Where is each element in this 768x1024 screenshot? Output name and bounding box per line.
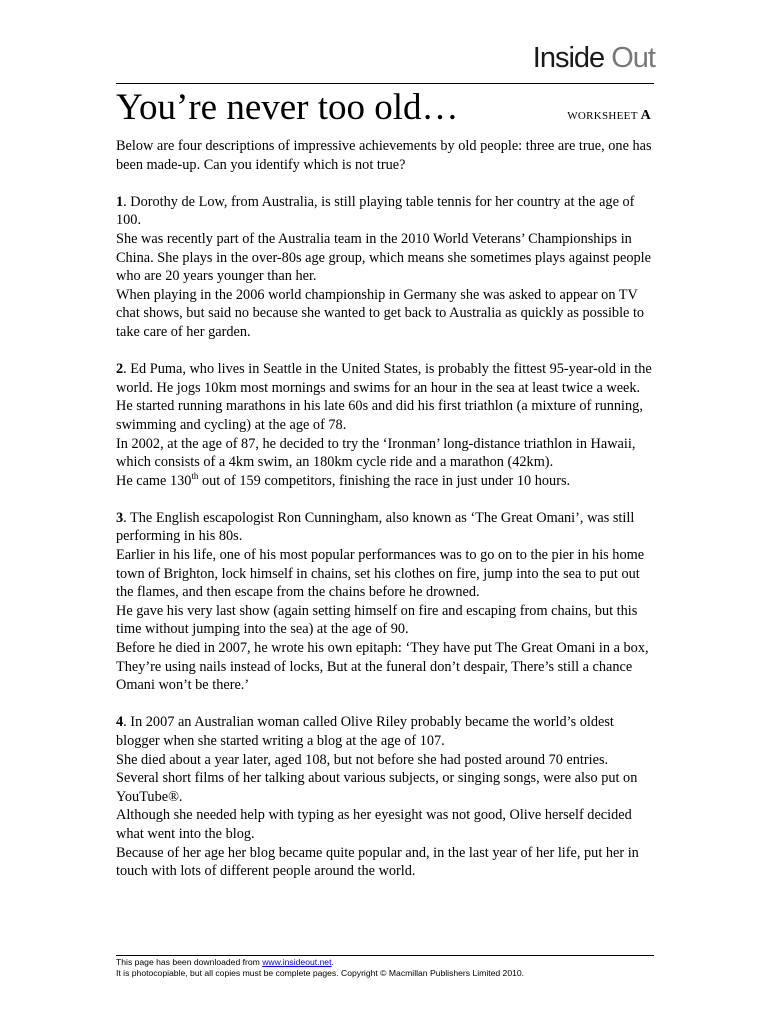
- worksheet-content: [116, 137, 656, 899]
- worksheet-letter: A: [640, 108, 651, 123]
- worksheet-word: WORKSHEET: [567, 110, 638, 122]
- brand-out: Out: [611, 42, 655, 74]
- item-1-first: . Dorothy de Low, from Australia, is still playing table tennis for her country at the age of 100.: [116, 193, 635, 229]
- item-4-line: Several short films of her talking about various subjects, or singing songs, were also put on YouTube®.: [116, 770, 638, 805]
- item-3-first: . The English escapologist Ron Cunningham, also known as ‘The Great Omani’, was still performing in his 80s.: [116, 509, 635, 545]
- header-rule: [116, 83, 654, 84]
- item-1-line: When playing in the 2006 world championship in Germany she was asked to appear on TV chat shows, but said no because she wanted to get back to Australia as quickly as possible to take care of her garden.: [116, 286, 645, 340]
- item-2-ordinal: th: [191, 470, 199, 481]
- worksheet-label: [567, 108, 651, 124]
- footer-rule: [116, 955, 654, 956]
- item-1-number: 1: [116, 193, 124, 210]
- item-2-first: . Ed Puma, who lives in Seattle in the United States, is probably the fittest 95-year-old in the world. He jogs 10km most mornings and swims for an hour in the sea at least twice a week.: [116, 361, 652, 396]
- brand-inside: Inside: [532, 42, 605, 74]
- insideout-link[interactable]: www.insideout.net: [262, 957, 332, 967]
- item-3-line: Before he died in 2007, he wrote his own epitaph: ‘They have put The Great Omani in a box, They’re using nails instead of locks, But at the funeral don’t despair, There’s still a chance Omani won’t be there.’: [116, 640, 649, 694]
- item-4-first: . In 2007 an Australian woman called Olive Riley probably became the world’s oldest blogger when she started writing a blog at the age of 107.: [116, 714, 614, 749]
- item-4-line: Because of her age her blog became quite popular and, in the last year of her life, put her in touch with lots of different people around the world.: [116, 844, 639, 880]
- item-1-line: She was recently part of the Australia team in the 2010 World Veterans’ Championships in China. She plays in the over-80s age group, which means she sometimes plays against people who are 20 years younger than her.: [116, 230, 651, 285]
- item-2: [116, 360, 656, 490]
- intro-paragraph: Below are four descriptions of impressive achievements by old people: three are true, one has been made-up. Can you identify which is not true?: [116, 138, 652, 173]
- item-2-last-after: out of 159 competitors, finishing the race in just under 10 hours.: [198, 472, 571, 489]
- brand-logo: [533, 44, 655, 73]
- item-4-line: Although she needed help with typing as her eyesight was not good, Olive herself decided what went into the blog.: [116, 807, 632, 842]
- footer-line-1: [116, 957, 524, 968]
- item-2-line: He started running marathons in his late 60s and did his first triathlon (a mixture of running, swimming and cycling) at the age of 78.: [116, 398, 643, 433]
- item-3-number: 3: [116, 509, 124, 526]
- item-3: [116, 509, 656, 695]
- footer-line-2: It is photocopiable, but all copies must be complete pages. Copyright © Macmillan Publishers Limited 2010.: [116, 968, 525, 978]
- item-4-line: She died about a year later, aged 108, but not before she had posted around 70 entries.: [116, 751, 609, 768]
- footer: [116, 957, 524, 979]
- item-3-line: Earlier in his life, one of his most popular performances was to go on to the pier in his home town of Brighton, lock himself in chains, set his clothes on fire, jump into the sea to put out the flames, and then escape from the chains before he drowned.: [116, 547, 645, 601]
- page-title: You’re never too old…: [116, 87, 459, 128]
- item-4-number: 4: [116, 714, 124, 731]
- item-2-last-before: He came 130: [116, 472, 192, 489]
- item-4: [116, 713, 656, 880]
- item-1: [116, 193, 656, 342]
- footer-prefix: This page has been downloaded from: [116, 957, 263, 967]
- item-2-number: 2: [116, 361, 124, 378]
- item-2-last-line: [116, 472, 656, 491]
- item-2-line: In 2002, at the age of 87, he decided to try the ‘Ironman’ long-distance triathlon in Hawaii, which consists of a 4km swim, an 180km cycle ride and a marathon (42km).: [116, 435, 636, 471]
- footer-suffix: .: [331, 957, 334, 967]
- item-3-line: He gave his very last show (again setting himself on fire and escaping from chains, but this time without jumping into the sea) at the age of 90.: [116, 602, 638, 638]
